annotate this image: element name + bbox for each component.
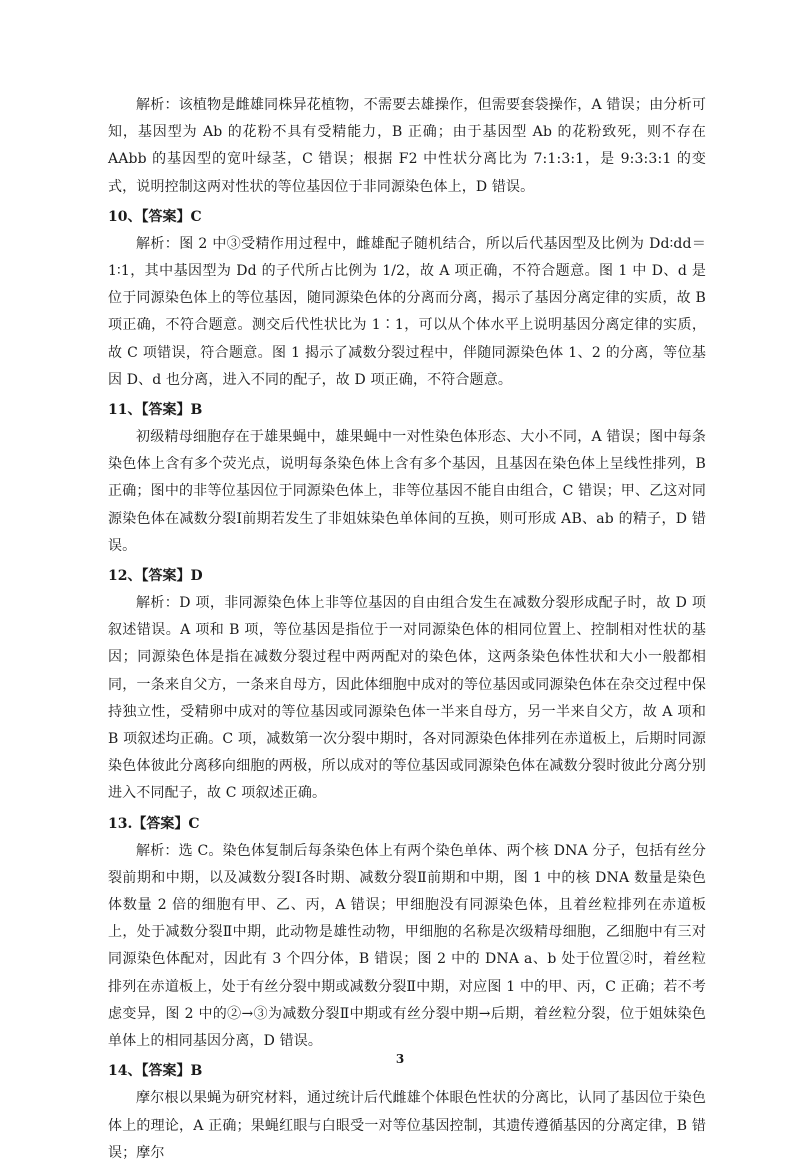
page-number: 3 bbox=[395, 1052, 405, 1066]
explanation-13-paragraph: 解析：选 C。染色体复制后每条染色体上有两个染色单体、两个核 DNA 分子，包括有丝分裂前期和中期，以及减数分裂Ⅰ各时期、减数分裂Ⅱ前期和中期，图 1 中的核 DNA 数量是染色体数量 2 倍的细胞有甲、乙、丙，A 错误；甲细胞没有同源染色体，且着丝粒排列在赤道板上，处于减数分裂Ⅱ中期，此动物是雄性动物，甲细胞的名称是次级精母细胞，乙细胞中有三对同源染色体配对，因此有 3 个四分体，B 错误；图 2 中的 DNA a、b 处于位置②时，着丝粒排列在赤道板上，处于有丝分裂中期或减数分裂Ⅱ中期，对应图 1 中的甲、丙，C 正确；若不考虑变异，图 2 中的②→③为减数分裂Ⅱ中期或有丝分裂中期→后期，着丝粒分裂，位于姐妹染色单体上的相同基因分离，D 错误。 bbox=[108, 842, 706, 1050]
answer-10-heading: 10、【答案】C bbox=[108, 208, 202, 225]
answer-13-heading: 13.【答案】C bbox=[108, 815, 200, 832]
answer-11-heading: 11、【答案】B bbox=[108, 402, 203, 419]
answer-14-heading: 14、【答案】B bbox=[108, 1063, 203, 1080]
answer-12-heading: 12、【答案】D bbox=[108, 568, 203, 585]
explanation-14-paragraph: 摩尔根以果蝇为研究材料，通过统计后代雌雄个体眼色性状的分离比，认同了基因位于染色体上的理论，A 正确；果蝇红眼与白眼受一对等位基因控制，其遗传遵循基因的分离定律，B 错误；摩尔 bbox=[108, 1090, 706, 1161]
explanation-10-paragraph: 解析：图 2 中③受精作用过程中，雌雄配子随机结合，所以后代基因型及比例为 Dd∶dd＝1∶1，其中基因型为 Dd 的子代所占比例为 1/2，故 A 项正确，不符合题意。图 1 中 D、d 是位于同源染色体上的等位基因，随同源染色体的分离而分离，揭示了基因分离定律的实质，故 B 项正确，不符合题意。测交后代性状比为 1∶1，可以从个体水平上说明基因分离定律的实质，故 C 项错误，符合题意。图 1 揭示了减数分裂过程中，伴随同源染色体 1、2 的分离，等位基因 D、d 也分离，进入不同的配子，故 D 项正确，不符合题意。 bbox=[108, 235, 706, 388]
explanation-11-paragraph: 初级精母细胞存在于雄果蝇中，雄果蝇中一对性染色体形态、大小不同，A 错误；图中每条染色体上含有多个荧光点，说明每条染色体上含有多个基因，且基因在染色体上呈线性排列，B 正确；图中的非等位基因位于同源染色体上，非等位基因不能自由组合，C 错误；甲、乙这对同源染色体在减数分裂Ⅰ前期若发生了非姐妹染色单体间的互换，则可形成 AB、ab 的精子，D 错误。 bbox=[108, 429, 706, 554]
document-body bbox=[108, 92, 706, 1167]
explanation-9-paragraph: 解析：该植物是雌雄同株异花植物，不需要去雄操作，但需要套袋操作，A 错误；由分析可知，基因型为 Ab 的花粉不具有受精能力，B 正确；由于基因型 Ab 的花粉致死，则不存在 AAbb 的基因型的宽叶绿茎，C 错误；根据 F2 中性状分离比为 7:1:3:1，是 9:3:3:1 的变式，说明控制这两对性状的等位基因位于非同源染色体上，D 错误。 bbox=[108, 97, 706, 195]
explanation-12-paragraph: 解析：D 项，非同源染色体上非等位基因的自由组合发生在减数分裂形成配子时，故 D 项叙述错误。A 项和 B 项，等位基因是指位于一对同源染色体的相同位置上、控制相对性状的基因；同源染色体是指在减数分裂过程中两两配对的染色体，这两条染色体性状和大小一般都相同，一条来自父方，一条来自母方，因此体细胞中成对的等位基因或同源染色体在杂交过程中保持独立性，受精卵中成对的等位基因或同源染色体一半来自母方，另一半来自父方，故 A 项和 B 项叙述均正确。C 项，减数第一次分裂中期时，各对同源染色体排列在赤道板上，后期时同源染色体彼此分离移向细胞的两极，所以成对的等位基因或同源染色体在减数分裂时彼此分离分别进入不同配子，故 C 项叙述正确。 bbox=[108, 595, 706, 802]
